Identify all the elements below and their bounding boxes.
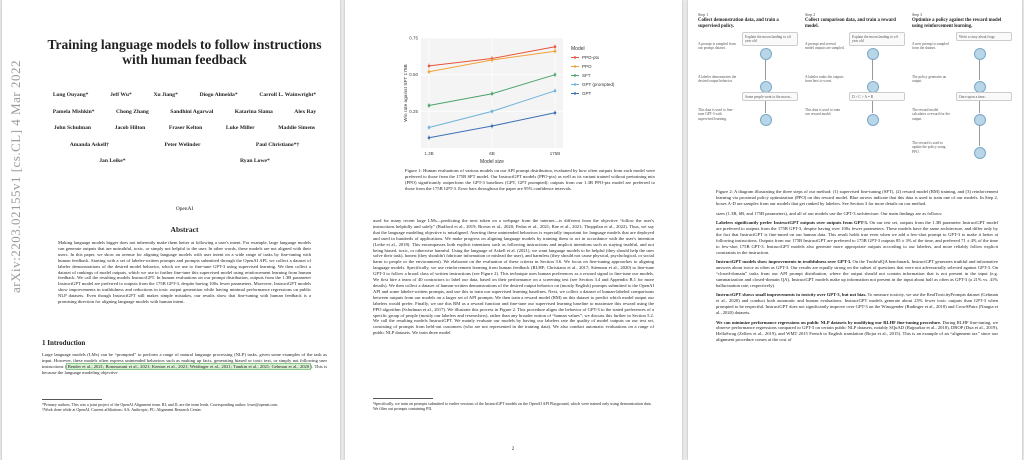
prompt-icon xyxy=(974,48,986,60)
y-tick-label: 0.50 xyxy=(409,72,418,78)
author-name: Sandhini Agarwal xyxy=(170,108,214,115)
step-heading: Collect comparison data, and train a reward model. xyxy=(805,18,896,29)
author-name: Ryan Lowe* xyxy=(239,158,270,164)
flow-arrow xyxy=(872,59,873,80)
author-name: Long Ouyang* xyxy=(52,92,89,98)
author-name: Jan Leike* xyxy=(99,158,126,164)
author-row xyxy=(42,125,327,131)
intro-text-pre: Large language models (LMs) can be “prompted” to perform a range of natural language processing (NLP) tasks, given some examples of the task as input. However, these models often express unintended behaviors such as making up facts, generating biased or toxic text, or simply not following user instructions ( xyxy=(42,352,327,369)
finding-paragraph xyxy=(716,320,998,344)
legend-marker xyxy=(574,56,576,58)
author-row xyxy=(42,109,327,115)
author-row xyxy=(42,92,327,98)
method-diagram xyxy=(698,12,1012,177)
output-box: Once upon a time... xyxy=(956,92,1012,101)
x-axis-label: Model size xyxy=(480,159,504,165)
step-description: A prompt is sampled from our prompt dataset. xyxy=(698,42,736,51)
series-point xyxy=(554,50,557,53)
author-name: Luke Miller xyxy=(225,125,255,131)
author-name: John Schulman xyxy=(53,125,91,131)
page-number: 2 xyxy=(511,447,515,452)
footnote-page-2: ¹Specifically, we train on prompts submitted to earlier versions of the InstructGPT models on the OpenAI API Playground, which were trained only using demonstration data. We filter out prompts containing PII. xyxy=(373,401,652,411)
author-name: Jacob Hilton xyxy=(114,125,146,131)
step-description: A labeler ranks the outputs from best to worst. xyxy=(805,75,844,84)
series-point xyxy=(554,90,557,93)
prompt-box: Explain the moon landing to a 6 year old xyxy=(742,32,798,46)
step-description: A new prompt is sampled from the dataset. xyxy=(912,42,949,51)
diagram-step-1 xyxy=(698,12,798,177)
legend-label: PPO-ptx xyxy=(582,55,600,60)
arxiv-id: arXiv:2203.02155v1 [cs.CL] 4 Mar 2022 xyxy=(8,60,23,293)
diagram-step-3 xyxy=(912,12,1012,177)
series-point xyxy=(491,92,494,95)
figure-1-caption: Figure 1: Human evaluations of various models on our API prompt distribution, evaluated by how often outputs from each model were preferred to those from the 175B SFT model. Our InstructGPT models (PPO-ptx) as well as its variant trained without pretraining mix (PPO) significantly outperform the GPT-3 baselines (GPT, GPT prompted); outputs from our 1.3B PPO-ptx model are preferred to those from the 175B GPT-3. Error bars throughout the paper are 95% confidence intervals. xyxy=(405,168,655,191)
series-point xyxy=(491,59,494,62)
step-description: A labeler demonstrates the desired output behavior. xyxy=(698,75,737,84)
prompt-box: Write a story about frogs xyxy=(956,32,1012,41)
author-name: Pamela Mishkin* xyxy=(52,108,95,115)
x-tick-label: 6B xyxy=(489,151,495,156)
flow-arrow xyxy=(979,125,980,146)
step-heading: Collect demonstration data, and train a supervised policy. xyxy=(698,18,779,29)
flow-arrow xyxy=(979,59,980,80)
arxiv-stamp xyxy=(6,60,24,300)
step-label: Step 3 xyxy=(912,12,923,17)
legend-label: GPT xyxy=(582,91,592,96)
win-rate-chart xyxy=(393,30,643,170)
author-name: Xu Jiang* xyxy=(153,92,178,98)
series-point xyxy=(428,104,431,107)
step-description: The reward is used to update the policy using PPO. xyxy=(912,141,946,154)
legend-marker xyxy=(574,65,576,67)
findings-intro: sizes (1.3B, 6B, and 175B parameters), and all of our models use the GPT-3 architecture. Our main findings are as follows: xyxy=(716,211,943,216)
paper-page-1 xyxy=(2,0,340,460)
finding-headline: InstructGPT models show improvements in truthfulness over GPT-3. xyxy=(716,259,852,265)
finding-text: On the TruthfulQA benchmark, InstructGPT generates truthful and informative answers about twice as often as GPT-3. Our results are equally strong on the subset of questions that were not adversarially selected against GPT-3. On “closed-domain” tasks from our API prompt distribution, where the output should not contain information that is not present in the input (e.g. summarization and closed-domain QA), InstructGPT models make up information not present in the input about half as often as GPT-3 (a 21% vs. 41% hallucination rate, respectively). xyxy=(716,259,998,288)
legend-marker xyxy=(574,74,576,76)
finding-text: During RLHF fine-tuning, we observe performance regressions compared to GPT-3 on certain public NLP datasets, notably SQuAD (Rajpurkar et al., 2018), DROP (Dua et al., 2019), HellaSwag (Zellers et al., 2019), and WMT 2015 French to English translation (Bojar et al., 2015). This is an example of an “alignment tax” since our alignment procedure comes at the cost of xyxy=(716,319,998,343)
figure-2-caption: Figure 2: A diagram illustrating the three steps of our method: (1) supervised fine-tuning (SFT), (2) reward model (RM) training, and (3) reinforcement learning via proximal policy optimization (PPO) on this reward model. Blue arrows indicate that this data is used to train one of our models. In Step 2, boxes A-D are samples from our models that get ranked by labelers. See Section 3 for more details on our method. xyxy=(716,189,998,206)
paper-page-2 xyxy=(345,0,682,460)
x-tick-label: 175B xyxy=(549,151,561,156)
author-name: Maddie Simens xyxy=(278,125,316,131)
affiliation: OpenAI xyxy=(175,206,194,212)
series-point xyxy=(554,73,557,76)
author-list xyxy=(42,92,327,175)
step-description: The policy generates an output. xyxy=(912,75,947,84)
legend-title: Model xyxy=(571,46,585,52)
legend-label: GPT (prompted) xyxy=(582,82,615,87)
abstract-heading: Abstract xyxy=(170,225,199,234)
page-2-body-text: used for many recent large LMs—predicting the next token on a webpage from the internet—is different from the objective “follow the user's instructions helpfully and safely” (Radford et al., 2019; Brown et al., 2020; Fedus et al., 2021; Rae et al., 2021; Thoppilan et al., 2022). Thus, we say that the language modeling objective is misaligned. Averting these unintended behaviors is especially important for language models that are deployed and used in hundreds of applications. We make progress on aligning language models by training them to act in accordance with the user's intention (Leike et al., 2018). This encompasses both explicit intentions such as following instructions and implicit intentions such as staying truthful, and not being biased, toxic, or otherwise harmful. Using the language of Askell et al. (2021), we want language models to be helpful (they should help the user solve their task), honest (they shouldn't fabricate information or mislead the user), and harmless (they should not cause physical, psychological, or social harm to people or the environment). We elaborate on the evaluation of these criteria in Section 3.6. We focus on fine-tuning approaches to aligning language models. Specifically, we use reinforcement learning from human feedback (RLHF; Christiano et al., 2017; Stiennon et al., 2020) to fine-tune GPT-3 to follow a broad class of written instructions (see Figure 2). This technique uses human preferences as a reward signal to fine-tune our models. We first hire a team of 40 contractors to label our data, based on their performance on a screening test (see Section 3.4 and Appendix B.1 for more details). We then collect a dataset of human-written demonstrations of the desired output behavior on (mostly English) prompts submitted to the OpenAI API and some labeler-written prompts, and use this to train our supervised learning baselines. Next, we collect a dataset of human-labeled comparisons between outputs from our models on a larger set of API prompts. We then train a reward model (RM) on this dataset to predict which model output our labelers would prefer. Finally, we use this RM as a reward function and fine-tune our supervised learning baseline to maximize this reward using the PPO algorithm (Schulman et al., 2017). We illustrate this process in Figure 2. This procedure aligns the behavior of GPT-3 to the stated preferences of a specific group of people (mostly our labelers and researchers), rather than any broader notion of “human values”; we discuss this further in Section 5.2. We call the resulting models InstructGPT. We mainly evaluate our models by having our labelers rate the quality of model outputs on our test set, consisting of prompts from held-out customers (who are not represented in the training data). We also conduct automatic evaluations on a range of public NLP datasets. We train three model xyxy=(373,218,654,336)
legend-label: PPO xyxy=(582,64,592,69)
footnote-divider xyxy=(373,398,433,399)
paper-title: Training language models to follow instructions with human feedback xyxy=(47,37,322,67)
legend-marker xyxy=(574,83,576,85)
author-name: Peter Welinder xyxy=(164,141,201,148)
intro-text-post: ). This is because the language modeling objective xyxy=(42,363,328,375)
finding-headline: InstructGPT shows small improvements in toxicity over GPT-3, but not bias. xyxy=(716,292,867,298)
section-heading-introduction: 1 Introduction xyxy=(42,339,86,347)
y-tick-label: 0.75 xyxy=(409,35,418,41)
author-name: Alex Ray xyxy=(294,108,317,115)
series-point xyxy=(428,136,431,139)
prompt-icon xyxy=(867,48,879,60)
author-name: Diogo Almeida* xyxy=(199,92,238,98)
finding-paragraph xyxy=(716,259,998,289)
chart-svg xyxy=(393,30,643,170)
introduction-text xyxy=(42,352,327,376)
finding-headline: Labelers significantly prefer InstructGPT outputs over outputs from GPT-3. xyxy=(716,220,868,226)
author-name: Chong Zhang xyxy=(115,108,149,115)
author-row xyxy=(42,158,327,164)
author-name: Amanda Askell† xyxy=(69,141,110,148)
model-icon xyxy=(974,147,986,159)
finding-text: To measure toxicity, we use the RealToxicityPrompts dataset (Gehman et al., 2020) and conduct both automatic and human evaluations. InstructGPT models generate about 25% fewer toxic outputs than GPT-3 when prompted to be respectful. InstructGPT does not significantly improve over GPT-3 on the Winogender (Rudinger et al., 2018) and CrowSPairs (Nangia et al., 2020) datasets. xyxy=(716,292,998,316)
model-icon xyxy=(867,114,879,126)
series-point xyxy=(491,125,494,128)
model-icon xyxy=(760,114,772,126)
footnote-1: *Primary authors. This was a joint project of the OpenAI Alignment team. RL and JL are the team leads. Corresponding author: lowe@openai.com. xyxy=(42,402,279,407)
diagram-step-2 xyxy=(805,12,905,177)
finding-text: On our test set, outputs from the 1.3B parameter InstructGPT model are preferred to outputs from the 175B GPT-3, despite having over 100x fewer parameters. These models have the same architecture, and differ only by the fact that InstructGPT is fine-tuned on our human data. This result holds true even when we add a few-shot prompt to GPT-3 to make it better at following instructions. Outputs from our 175B InstructGPT are preferred to 175B GPT-3 outputs 85 ± 3% of the time, and preferred 71 ± 4% of the time to few-shot 175B GPT-3. InstructGPT models also generate more appropriate outputs according to our labelers, and more reliably follow explicit constraints in the instruction. xyxy=(716,220,998,255)
footnote-2: †Work done while at OpenAI. Current affiliations: AA: Anthropic; PC: Alignment Research Center. xyxy=(42,407,202,412)
finding-paragraph xyxy=(716,292,998,316)
author-name: Carroll L. Wainwright* xyxy=(259,92,317,98)
step-label: Step 1 xyxy=(698,12,709,17)
prompt-icon xyxy=(760,48,772,60)
footnote-divider xyxy=(42,399,102,400)
page-3-body-text xyxy=(716,211,998,347)
series-point xyxy=(428,126,431,129)
step-description: This data is used to train our reward model. xyxy=(805,108,841,117)
prompt-box: Explain the moon landing to a 6 year old xyxy=(849,32,905,46)
author-name: Jeff Wu* xyxy=(110,92,132,98)
step-heading: Optimize a policy against the reward model using reinforcement learning. xyxy=(912,18,1002,29)
finding-paragraph xyxy=(716,220,998,255)
y-tick-label: 0.25 xyxy=(409,108,418,114)
finding-headline: We can minimize performance regressions on public NLP datasets by modifying our RLHF fine-tuning procedure. xyxy=(716,319,942,325)
output-box: D > C > A = B xyxy=(849,92,905,101)
paper-page-3 xyxy=(688,0,1022,460)
step-description: The reward model calculates a reward for the output. xyxy=(912,108,950,121)
series-point xyxy=(491,110,494,113)
labeler-icon xyxy=(974,114,986,126)
flow-arrow xyxy=(765,59,766,80)
x-tick-label: 1.3B xyxy=(424,151,434,156)
output-box: Some people went to the moon... xyxy=(742,92,798,101)
author-name: Paul Christiano*† xyxy=(255,141,300,148)
legend-marker xyxy=(574,92,576,94)
series-point xyxy=(428,65,431,68)
series-point xyxy=(554,46,557,49)
abstract-text: Making language models bigger does not inherently make them better at following a user's intent. For example, large language models can generate outputs that are untruthful, toxic, or simply not helpful to the user. In other words, these models are not aligned with their users. In this paper, we show an avenue for aligning language models with user intent on a wide range of tasks by fine-tuning with human feedback. Starting with a set of labeler-written prompts and prompts submitted through the OpenAI API, we collect a dataset of labeler demonstrations of the desired model behavior, which we use to fine-tune GPT-3 using supervised learning. We then collect a dataset of rankings of model outputs, which we use to further fine-tune this supervised model using reinforcement learning from human feedback. We call the resulting models InstructGPT. In human evaluations on our prompt distribution, outputs from the 1.3B parameter InstructGPT model are preferred to outputs from the 175B GPT-3, despite having 100x fewer parameters. Moreover, InstructGPT models show improvements in truthfulness and reductions in toxic output generation while having minimal performance regressions on public NLP datasets. Even though InstructGPT still makes simple mistakes, our results show that fine-tuning with human feedback is a promising direction for aligning language models with human intent. xyxy=(58,240,311,305)
footnotes xyxy=(42,402,327,412)
y-axis-label: Win rate against SFT 175B xyxy=(404,64,409,122)
legend-label: SFT xyxy=(582,73,591,78)
citation-link[interactable]: Bender et al., 2021; Bommasani et al., 2021; Kenton et al., 2021; Weidinger et al., 2021; Tamkin et al., 2021; Gehman et al., 2020 xyxy=(67,363,310,369)
step-label: Step 2 xyxy=(805,12,816,17)
step-description: A prompt and several model outputs are sampled. xyxy=(805,42,845,51)
author-name: Fraser Kelton xyxy=(168,125,203,131)
author-name: Katarina Slama xyxy=(234,108,273,115)
author-row xyxy=(42,142,327,148)
series-point xyxy=(554,112,557,115)
step-description: This data is used to fine-tune GPT-3 with supervised learning. xyxy=(698,108,734,121)
series-point xyxy=(428,70,431,73)
